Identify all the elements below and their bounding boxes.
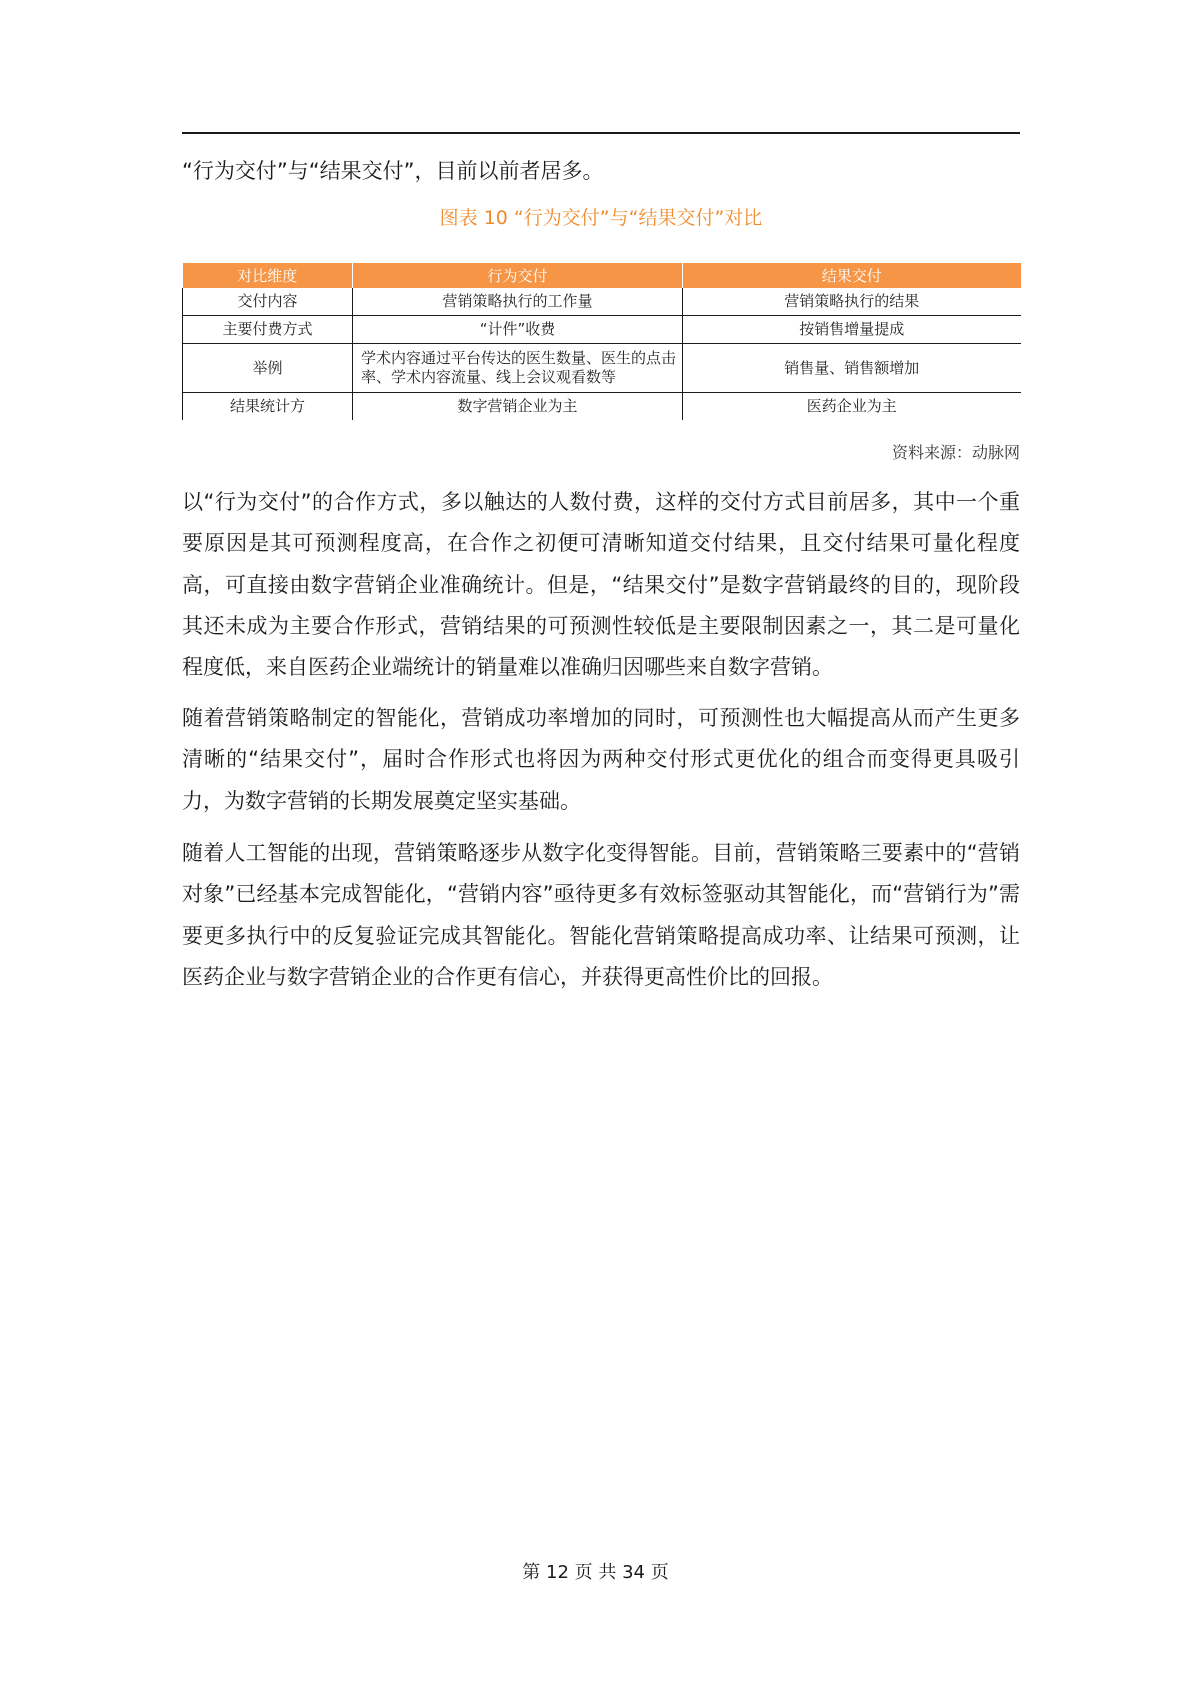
source-note: 资料来源：动脉网 (891, 443, 1020, 462)
table-header-cell: 对比维度 (183, 263, 353, 288)
table-cell: 数字营销企业为主 (353, 393, 683, 421)
intro-line: “行为交付”与“结果交付”，目前以前者居多。 (182, 159, 604, 183)
table-cell: “计件”收费 (353, 316, 683, 344)
table-cell: 举例 (183, 344, 353, 393)
table-row (183, 393, 1021, 421)
table-cell: 学术内容通过平台传达的医生数量、医生的点击率、学术内容流量、线上会议观看数等 (353, 344, 683, 393)
body-paragraph: 随着人工智能的出现，营销策略逐步从数字化变得智能。目前，营销策略三要素中的“营销对象”已经基本完成智能化，“营销内容”亟待更多有效标签驱动其智能化，而“营销行为”需要更多执行中的反复验证完成其智能化。智能化营销策略提高成功率、让结果可预测，让医药企业与数字营销企业的合作更有信心，并获得更高性价比的回报。 (182, 841, 1020, 989)
comparison-table (182, 263, 1021, 420)
body-paragraph: 随着营销策略制定的智能化，营销成功率增加的同时，可预测性也大幅提高从而产生更多清晰的“结果交付”，届时合作形式也将因为两种交付形式更优化的组合而变得更具吸引力，为数字营销的长期发展奠定坚实基础。 (182, 706, 1020, 813)
table-cell: 主要付费方式 (183, 316, 353, 344)
body-paragraph: 以“行为交付”的合作方式，多以触达的人数付费，这样的交付方式目前居多，其中一个重要原因是其可预测程度高，在合作之初便可清晰知道交付结果，且交付结果可量化程度高，可直接由数字营销企业准确统计。但是，“结果交付”是数字营销最终的目的，现阶段其还未成为主要合作形式，营销结果的可预测性较低是主要限制因素之一，其二是可量化程度低，来自医药企业端统计的销量难以准确归因哪些来自数字营销。 (182, 490, 1020, 680)
page-number: 第 12 页 共 34 页 (522, 1562, 669, 1583)
table-row (183, 288, 1021, 316)
figure-caption: 图表 10 “行为交付”与“结果交付”对比 (439, 207, 763, 229)
table-header-cell: 行为交付 (353, 263, 683, 288)
table-cell: 交付内容 (183, 288, 353, 316)
table-cell: 医药企业为主 (683, 393, 1021, 421)
table-row (183, 316, 1021, 344)
table-cell: 按销售增量提成 (683, 316, 1021, 344)
table-row (183, 344, 1021, 393)
table-header-row (183, 263, 1021, 288)
table-cell: 销售量、销售额增加 (683, 344, 1021, 393)
table-header-cell: 结果交付 (683, 263, 1021, 288)
table-cell: 营销策略执行的工作量 (353, 288, 683, 316)
table-cell: 营销策略执行的结果 (683, 288, 1021, 316)
table-cell: 结果统计方 (183, 393, 353, 421)
header-rule (182, 132, 1020, 134)
